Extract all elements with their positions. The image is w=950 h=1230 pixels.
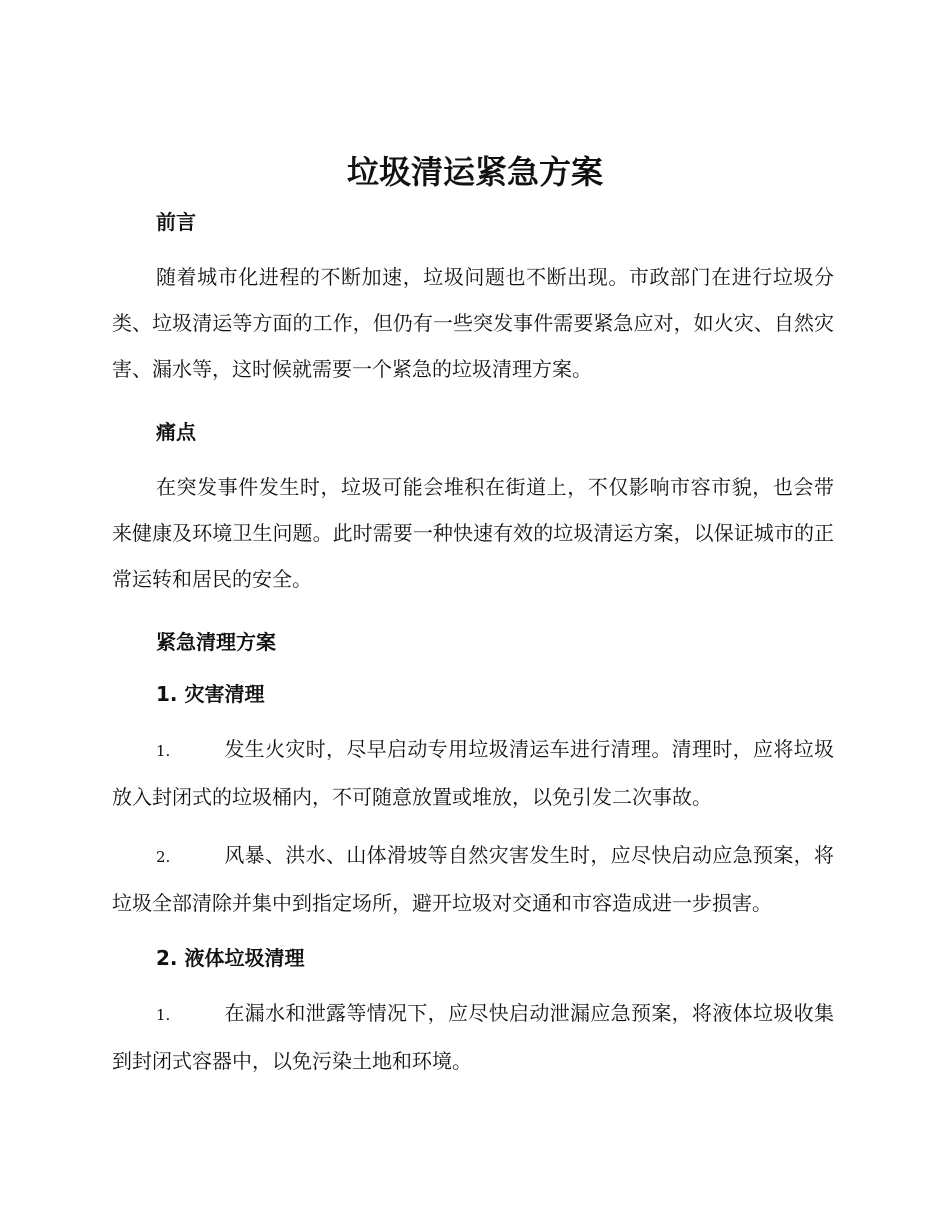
document-body bbox=[112, 202, 834, 1084]
list-item bbox=[112, 726, 834, 820]
section-heading-preface: 前言 bbox=[156, 210, 196, 234]
list-item-text: 在漏水和泄露等情况下，应尽快启动泄漏应急预案，将液体垃圾收集到封闭式容器中，以免污染土地和环境。 bbox=[112, 1001, 834, 1073]
subsection-heading-liquid: 2. 液体垃圾清理 bbox=[156, 946, 305, 970]
subsection-heading-disaster: 1. 灾害清理 bbox=[156, 682, 265, 706]
section-heading-plan: 紧急清理方案 bbox=[156, 630, 276, 654]
list-item bbox=[112, 990, 834, 1084]
paragraph-pain-points: 在突发事件发生时，垃圾可能会堆积在街道上，不仅影响市容市貌，也会带来健康及环境卫生问题。此时需要一种快速有效的垃圾清运方案，以保证城市的正常运转和居民的安全。 bbox=[112, 475, 834, 591]
list-item bbox=[112, 832, 834, 926]
section-heading-pain-points: 痛点 bbox=[156, 420, 196, 444]
document-title: 垃圾清运紧急方案 bbox=[346, 153, 603, 191]
list-item-number: 1. bbox=[156, 742, 171, 760]
list-item-number: 2. bbox=[156, 848, 171, 866]
list-item-number: 1. bbox=[156, 1006, 171, 1024]
paragraph-preface: 随着城市化进程的不断加速，垃圾问题也不断出现。市政部门在进行垃圾分类、垃圾清运等方面的工作，但仍有一些突发事件需要紧急应对，如火灾、自然灾害、漏水等，这时候就需要一个紧急的垃圾清理方案。 bbox=[112, 265, 834, 381]
list-item-text: 发生火灾时，尽早启动专用垃圾清运车进行清理。清理时，应将垃圾放入封闭式的垃圾桶内，不可随意放置或堆放，以免引发二次事故。 bbox=[112, 737, 834, 809]
list-item-text: 风暴、洪水、山体滑坡等自然灾害发生时，应尽快启动应急预案，将垃圾全部清除并集中到指定场所，避开垃圾对交通和市容造成进一步损害。 bbox=[112, 843, 834, 915]
